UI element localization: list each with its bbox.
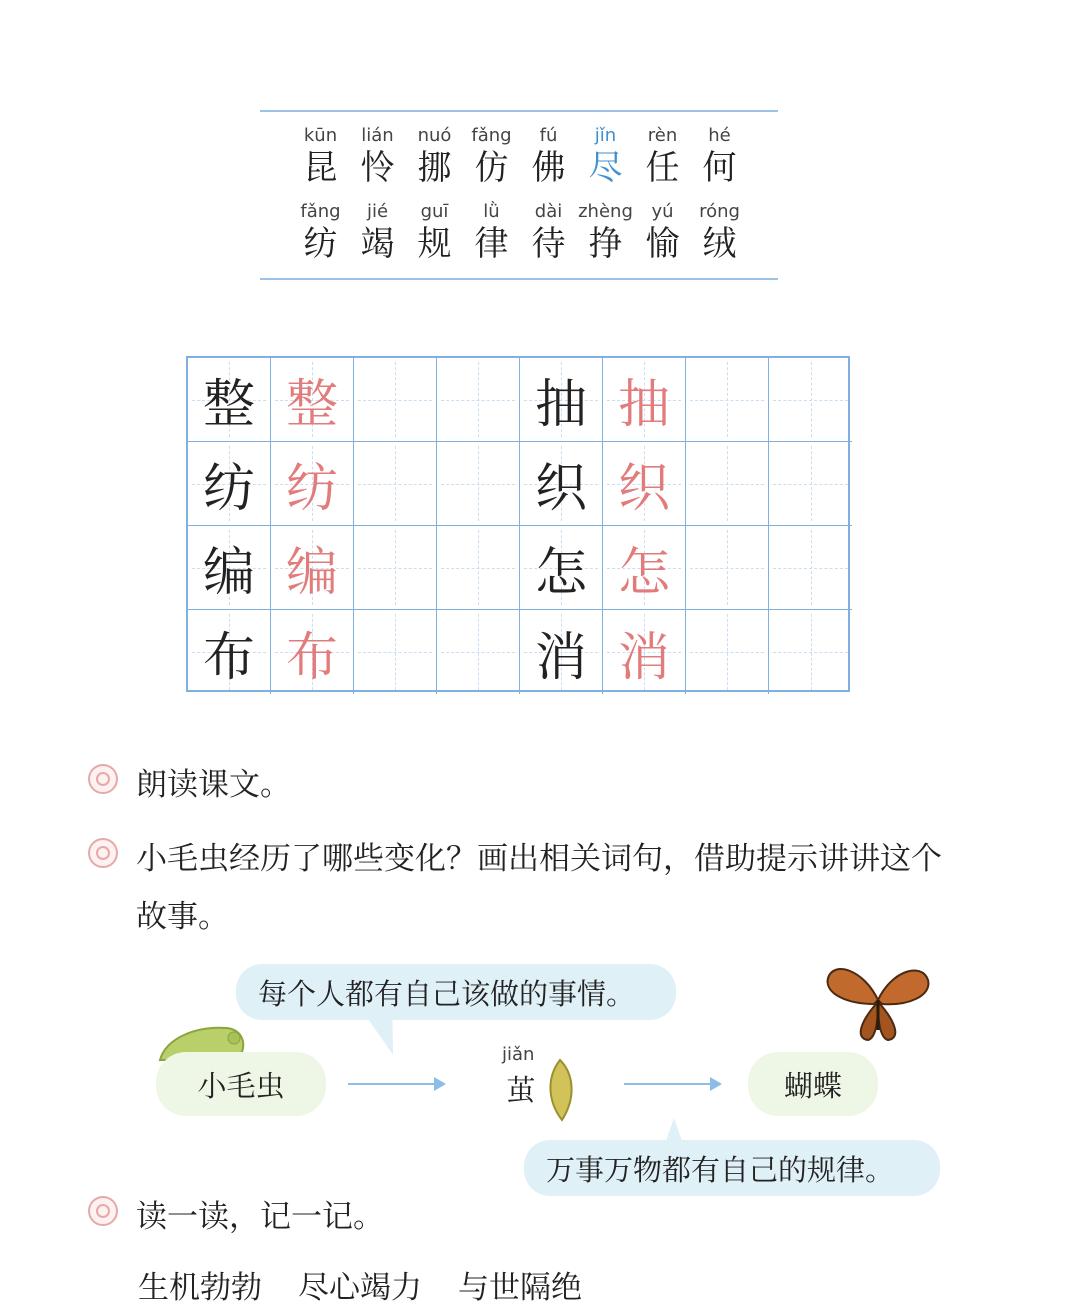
vocab-pinyin: nuó (417, 125, 452, 146)
hint-bubble-top: 每个人都有自己该做的事情。 (236, 964, 676, 1020)
vocab-pinyin: fǎng (471, 125, 512, 146)
vocab-bottom-rule (260, 278, 778, 280)
cocoon-icon (540, 1058, 580, 1122)
vocab-character: 昆 (303, 148, 338, 188)
grid-cell (520, 610, 603, 694)
vocab-pinyin: guī (420, 201, 449, 222)
grid-cell (520, 442, 603, 526)
grid-cell (769, 358, 852, 442)
vocab-item (406, 200, 463, 264)
trace-character: 纺 (285, 459, 338, 519)
grid-cell (188, 610, 271, 694)
vocab-item (577, 124, 634, 188)
vocab-pinyin: fú (539, 125, 558, 146)
vocab-character: 任 (645, 148, 680, 188)
vocab-pinyin: lǜ (483, 201, 500, 222)
question-2-text: 小毛虫经历了哪些变化？画出相关词句，借助提示讲讲这个故事。 (136, 841, 942, 935)
vocab-item (520, 124, 577, 188)
arrow-right-icon (624, 1083, 720, 1085)
vocab-character: 怜 (360, 148, 395, 188)
model-character: 纺 (202, 459, 255, 519)
vocab-item (691, 200, 748, 264)
vocab-item (634, 200, 691, 264)
vocab-item (292, 200, 349, 264)
grid-cell (271, 610, 354, 694)
vocab-character: 尽 (588, 148, 623, 188)
vocab-pinyin: rèn (647, 125, 678, 146)
grid-cell (271, 358, 354, 442)
vocab-pinyin: jié (366, 201, 389, 222)
hint-bubble-bottom: 万事万物都有自己的规律。 (524, 1140, 940, 1196)
model-character: 布 (202, 627, 255, 688)
stage-caterpillar: 小毛虫 (156, 1052, 326, 1116)
trace-character: 消 (617, 627, 670, 688)
vocab-character: 规 (417, 224, 452, 264)
grid-cell (686, 442, 769, 526)
model-character: 消 (534, 627, 587, 688)
grid-cell (603, 442, 686, 526)
vocab-pinyin: fǎng (300, 201, 341, 222)
stage-cocoon-pinyin: jiǎn (502, 1044, 535, 1065)
grid-cell (769, 442, 852, 526)
vocab-character: 待 (531, 224, 566, 264)
vocab-top-rule (260, 110, 778, 112)
grid-cell (354, 358, 437, 442)
grid-cell (603, 526, 686, 610)
vocab-character: 竭 (360, 224, 395, 264)
vocab-character: 挪 (417, 148, 452, 188)
grid-cell (437, 526, 520, 610)
grid-cell (686, 358, 769, 442)
vocab-row-1 (292, 124, 748, 188)
grid-cell (354, 610, 437, 694)
grid-cell (437, 442, 520, 526)
butterfly-icon (824, 960, 932, 1042)
phrase-list (138, 1262, 582, 1307)
question-marker-icon (88, 764, 118, 794)
question-2 (88, 830, 956, 946)
vocab-item (292, 124, 349, 188)
trace-character: 抽 (617, 375, 670, 435)
writing-grid (186, 356, 850, 692)
vocab-character: 何 (702, 148, 737, 188)
vocab-character: 律 (474, 224, 509, 264)
question-marker-icon (88, 838, 118, 868)
grid-cell (686, 610, 769, 694)
vocab-item (463, 200, 520, 264)
question-1 (88, 756, 956, 814)
vocab-character: 绒 (702, 224, 737, 264)
vocab-item (349, 124, 406, 188)
grid-cell (354, 526, 437, 610)
grid-cell (686, 526, 769, 610)
model-character: 抽 (534, 375, 587, 435)
grid-cell (271, 526, 354, 610)
vocab-character: 仿 (474, 148, 509, 188)
trace-character: 怎 (617, 543, 670, 603)
grid-cell (271, 442, 354, 526)
vocab-pinyin: róng (699, 201, 740, 222)
trace-character: 编 (285, 543, 338, 603)
vocab-item (406, 124, 463, 188)
stage-cocoon: 茧 (506, 1072, 536, 1107)
vocab-item (520, 200, 577, 264)
model-character: 怎 (534, 543, 587, 603)
trace-character: 布 (285, 627, 338, 688)
model-character: 整 (202, 375, 255, 435)
grid-cell (188, 526, 271, 610)
vocab-pinyin: hé (708, 125, 731, 146)
grid-cell (354, 442, 437, 526)
vocab-pinyin: yú (651, 201, 674, 222)
vocab-pinyin: jǐn (594, 125, 617, 146)
arrow-right-icon (348, 1083, 444, 1085)
vocab-pinyin: kūn (303, 125, 338, 146)
grid-cell (437, 610, 520, 694)
trace-character: 织 (617, 459, 670, 519)
vocab-row-2 (292, 200, 748, 264)
vocab-item (463, 124, 520, 188)
model-character: 编 (202, 543, 255, 603)
vocab-pinyin: dài (534, 201, 563, 222)
vocab-character: 纺 (303, 224, 338, 264)
grid-cell (603, 610, 686, 694)
question-1-text: 朗读课文。 (136, 767, 291, 803)
grid-cell (769, 526, 852, 610)
stage-butterfly: 蝴蝶 (748, 1052, 878, 1116)
vocab-item (577, 200, 634, 264)
vocab-item (634, 124, 691, 188)
grid-cell (188, 442, 271, 526)
question-3-text: 读一读，记一记。 (136, 1199, 384, 1235)
vocab-pinyin: lián (361, 125, 394, 146)
grid-cell (520, 358, 603, 442)
grid-cell (520, 526, 603, 610)
grid-cell (188, 358, 271, 442)
vocab-character: 挣 (588, 224, 623, 264)
phrase-item: 生机勃勃 (138, 1270, 262, 1306)
vocab-character: 佛 (531, 148, 566, 188)
vocab-character: 愉 (645, 224, 680, 264)
trace-character: 整 (285, 375, 338, 435)
vocab-item (691, 124, 748, 188)
vocab-item (349, 200, 406, 264)
phrase-item: 尽心竭力 (298, 1270, 422, 1306)
grid-cell (603, 358, 686, 442)
phrase-item: 与世隔绝 (458, 1270, 582, 1306)
model-character: 织 (534, 459, 587, 519)
question-marker-icon (88, 1196, 118, 1226)
question-3 (88, 1188, 956, 1246)
vocab-pinyin: zhèng (578, 201, 633, 222)
grid-cell (437, 358, 520, 442)
grid-cell (769, 610, 852, 694)
